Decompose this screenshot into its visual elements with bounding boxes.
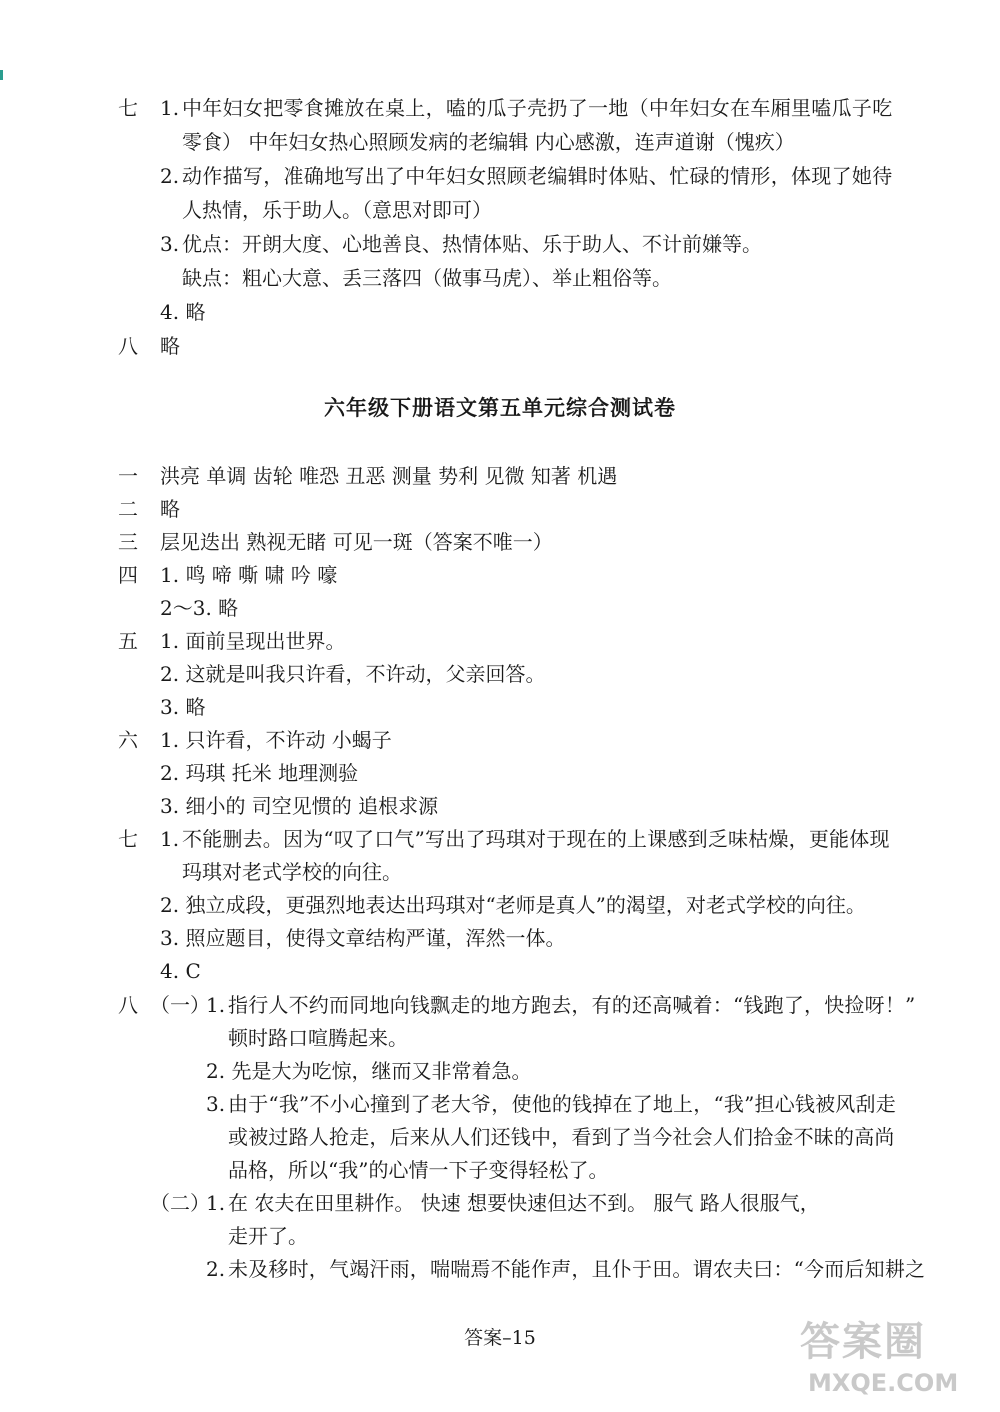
answer-line: 2. 玛琪 托米 地理测验 — [160, 761, 359, 785]
section-label: 七 — [118, 827, 138, 851]
answer-line: 缺点：粗心大意、丢三落四（做事马虎）、举止粗俗等。 — [182, 266, 672, 290]
watermark-chars: 答案圈 — [800, 1319, 926, 1365]
part-label: （一） — [150, 993, 210, 1017]
answer-line: 品格，所以“我”的心情一下子变得轻松了。 — [228, 1158, 609, 1182]
section-label: 一 — [118, 464, 138, 488]
answer-line: 2. 先是大为吃惊，继而又非常着急。 — [206, 1059, 532, 1083]
item-number: 3. — [206, 1092, 226, 1116]
answer-line: 2. 这就是叫我只许看，不许动，父亲回答。 — [160, 662, 546, 686]
answer-line: 在 农夫在田里耕作。 快速 想要快速但达不到。 服气 路人很服气， — [228, 1191, 820, 1215]
section-label: 三 — [118, 530, 138, 554]
answer-line: 指行人不约而同地向钱飘走的地方跑去，有的还高喊着：“钱跑了，快捡呀！” — [228, 993, 916, 1017]
answer-line: 1. 鸣 啼 嘶 啸 吟 嚎 — [160, 563, 338, 587]
answer-line: 1. 面前呈现出世界。 — [160, 629, 346, 653]
part-label: （二） — [150, 1191, 210, 1215]
answer-line: 3. 照应题目，使得文章结构严谨，浑然一体。 — [160, 926, 566, 950]
answer-line: 顿时路口喧腾起来。 — [228, 1026, 408, 1050]
section-label: 八 — [118, 993, 138, 1017]
answer-line: 由于“我”不小心撞到了老大爷，使他的钱掉在了地上，“我”担心钱被风刮走 — [228, 1092, 896, 1116]
answer-line: 洪亮 单调 齿轮 唯恐 丑恶 测量 势利 见微 知著 机遇 — [160, 464, 618, 488]
answer-line: 4. C — [160, 959, 201, 983]
page-title: 六年级下册语文第五单元综合测试卷 — [324, 395, 676, 420]
answer-line: 2～3. 略 — [160, 596, 239, 620]
answer-line: 2. 独立成段，更强烈地表达出玛琪对“老师是真人”的渴望，对老式学校的向往。 — [160, 893, 866, 917]
watermark-url: MXQE.COM — [808, 1369, 959, 1397]
answer-line: 略 — [160, 497, 180, 521]
section-label: 四 — [118, 563, 138, 587]
answer-line: 3. 略 — [160, 695, 206, 719]
answer-line: 1. 只许看，不许动 小蝎子 — [160, 728, 392, 752]
answer-line: 中年妇女把零食摊放在桌上，嗑的瓜子壳扔了一地（中年妇女在车厢里嗑瓜子吃 — [182, 96, 893, 120]
section-label: 八 — [118, 334, 138, 358]
answer-line: 略 — [160, 334, 180, 358]
answer-line: 3. 细小的 司空见惯的 追根求源 — [160, 794, 439, 818]
section-label: 二 — [118, 497, 138, 521]
item-number: 3. — [160, 232, 180, 256]
item-number: 1. — [206, 1191, 226, 1215]
item-number: 2. — [160, 164, 180, 188]
answer-line: 优点：开朗大度、心地善良、热情体贴、乐于助人、不计前嫌等。 — [182, 232, 762, 256]
item-number: 1. — [160, 96, 180, 120]
watermark-logo — [800, 1318, 990, 1404]
edge-mark — [0, 70, 3, 80]
item-number: 2. — [206, 1257, 226, 1281]
answer-line: 层见迭出 熟视无睹 可见一斑（答案不唯一） — [160, 530, 553, 554]
section-label: 七 — [118, 96, 138, 120]
item-number: 1. — [206, 993, 226, 1017]
answer-line: 玛琪对老式学校的向往。 — [182, 860, 402, 884]
section-label: 六 — [118, 728, 138, 752]
answer-line: 走开了。 — [228, 1224, 308, 1248]
answer-line: 未及移时，气竭汗雨，喘喘焉不能作声，且仆于田。谓农夫曰：“今而后知耕之 — [228, 1257, 926, 1281]
answer-line: 零食） 中年妇女热心照顾发病的老编辑 内心感激，连声道谢（愧疚） — [182, 130, 795, 154]
answer-line: 动作描写，准确地写出了中年妇女照顾老编辑时体贴、忙碌的情形，体现了她待 — [182, 164, 893, 188]
answer-line: 4. 略 — [160, 300, 206, 324]
answer-line: 人热情，乐于助人。（意思对即可） — [182, 198, 492, 222]
section-label: 五 — [118, 629, 138, 653]
answer-line: 不能删去。因为“叹了口气”写出了玛琪对于现在的上课感到乏味枯燥，更能体现 — [182, 827, 890, 851]
item-number: 1. — [160, 827, 180, 851]
page-number: 答案–15 — [464, 1327, 536, 1349]
answer-line: 或被过路人抢走，后来从人们还钱中，看到了当今社会人们拾金不昧的高尚 — [228, 1125, 895, 1149]
